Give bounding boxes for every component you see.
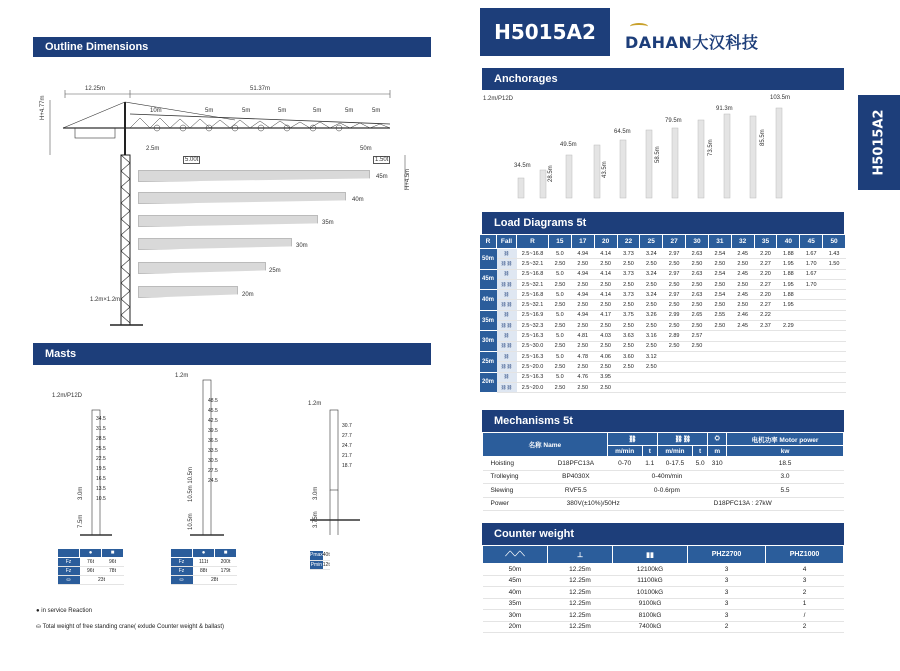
section-outline: Outline Dimensions bbox=[33, 37, 431, 57]
load-row: ⛓⛓ 2.5~32.1 2.50 2.50 2.50 2.50 2.50 2.50 2.50 2.50 2.50 2.27 1.95 1.70 1.50 bbox=[480, 259, 846, 269]
height-h34: H+4.5m bbox=[405, 168, 411, 190]
mast3-label: 1.2m bbox=[308, 401, 322, 407]
anch-79-5: 79.5m bbox=[665, 118, 682, 124]
load-row: ⛓⛓ 2.5~32.1 2.50 2.50 2.50 2.50 2.50 2.50 2.50 2.50 2.50 2.27 1.95 bbox=[480, 300, 846, 310]
anch-64-5: 64.5m bbox=[614, 129, 631, 135]
dim-tail: 12.25m bbox=[85, 86, 106, 92]
load-row: ⛓⛓ 2.5~20.0 2.50 2.50 2.50 2.50 2.50 bbox=[480, 362, 846, 372]
side-tab: H5015A2 bbox=[858, 95, 900, 190]
load-row: ⛓⛓ 2.5~30.0 2.50 2.50 2.50 2.50 2.50 2.50 2.50 bbox=[480, 341, 846, 351]
mast1-table: ● ■ Fz 76t 96t Fz 96t 78t ⛀ 23t bbox=[57, 548, 124, 585]
load-row: 35m ⛓ 2.5~16.9 5.0 4.94 4.17 3.75 3.26 2.99 2.65 2.55 2.46 2.22 bbox=[480, 310, 846, 320]
brand-logo: DAHAN大汉科技 bbox=[625, 33, 759, 52]
mast3-dim-b: 3.75m bbox=[313, 511, 319, 528]
model-title: H5015A2 bbox=[480, 8, 610, 56]
counter-row: 35m 12.25m 9100kG 3 1 bbox=[483, 598, 844, 610]
mech-row-trolleying: Trolleying BP4030X 0-40m/min 3.0 bbox=[483, 470, 844, 484]
anch-103-5: 103.5m bbox=[770, 95, 791, 101]
mech-row-power: Power 380V(±10%)/50Hz D18PFC13A : 27kW bbox=[483, 497, 844, 511]
anch-91-3: 91.3m bbox=[716, 106, 733, 112]
brand-logo-mark bbox=[630, 23, 648, 30]
jib-45: 45m bbox=[376, 174, 388, 180]
jib-40: 40m bbox=[352, 197, 364, 203]
mast3-table: Pmax 40t Pmin 12t bbox=[310, 552, 330, 568]
load-row: ⛓⛓ 2.5~20.0 2.50 2.50 2.50 bbox=[480, 382, 846, 392]
mast3-heights: 30.7 27.7 24.7 21.7 18.7 bbox=[342, 423, 352, 469]
load-table: R Fall R 15 17 20 22 25 27 30 31 32 35 40 45 50 50m ⛓ 2.5~16.8 5.0 4.94 4.14 3.73 3.24 2.97 2.63 2.54 2.45 2.20 1.88 1.67 1.43 ⛓⛓ 2.5~32.1 2.50 2.50 2.50 2.50 2.50 2.50 2.50 2.50 2.50 2.27 1.95 1.70 1.50 45m ⛓ 2.5~16.8 5.0 4.94 4.14 3.73 3.24 2.97 2.63 2.54 2.45 2.20 1.88 1.67 ⛓⛓ 2.5~32.1 2.50 2.50 2.50 2.50 2.50 2.50 2.50 2.50 2.50 2.27 1.95 1.70 40m ⛓ 2.5~16.8 5.0 4.94 4.14 3.73 3.24 2.97 2.63 2.54 2.45 2.20 1.88 ⛓⛓ 2.5~32.1 2.50 2.50 2.50 2.50 2.50 2.50 2.50 2.50 2.50 2.27 1.95 35m ⛓ 2.5~16.9 5.0 4.94 4.17 3.75 3.26 2.99 2.65 2.55 2.46 2.22 ⛓⛓ 2.5~32.3 2.50 2.50 2.50 2.50 2.50 2.50 2.50 2.50 2.45 2.37 2.29 30m ⛓ 2.5~16.3 5.0 4.81 4.03 3.63 3.16 2.89 2.57 ⛓⛓ 2.5~30.0 2.50 2.50 2.50 2.50 2.50 2.50 2.50 25m ⛓ 2.5~16.3 5.0 4.78 4.06 3.60 3.12 ⛓⛓ 2.5~20.0 2.50 2.50 2.50 2.50 2.50 20m ⛓ 2.5~16.3 5.0 4.76 3.95 ⛓⛓ 2.5~20.0 2.50 2.50 2.50 bbox=[479, 234, 846, 393]
legend-weight: ⛀ Total weight of free standing crane( exlude Counter weight & ballast) bbox=[36, 624, 225, 630]
seg-2: 5m bbox=[205, 108, 214, 114]
mast2-table: ● ■ Fz 111t 200t Fz 88t 179t ⛀ 28t bbox=[170, 548, 237, 585]
jib-25: 25m bbox=[269, 268, 281, 274]
load-row: 30m ⛓ 2.5~16.3 5.0 4.81 4.03 3.63 3.16 2.89 2.57 bbox=[480, 331, 846, 341]
mechanisms-table: 名称 Name ⛓ ⛓⛓ ⛭ 电机功率 Motor power m/min t m/min t m kw Hoisting D18PFC13A 0-70 1.1 0-17.5 5.0 310 18.5 Trolleying BP4030X 0-40m/min 3.0 Slewing RVF5.5 0-0.6rpm 5.5 Power 380V(±10%)/50Hz D18PFC13A : 27kW bbox=[482, 432, 844, 511]
jib-30: 30m bbox=[296, 243, 308, 249]
tip-dim: 1.50t bbox=[375, 157, 389, 163]
seg-6: 5m bbox=[345, 108, 354, 114]
base-dim: 1.2m×1.2m bbox=[90, 297, 121, 303]
dim-total: 51.37m bbox=[250, 86, 271, 92]
mast2-dim-a: 10.5m 10.5m bbox=[188, 466, 194, 502]
section-counter: Counter weight bbox=[482, 523, 844, 545]
section-mechanisms: Mechanisms 5t bbox=[482, 410, 844, 432]
anchorage-legend: 1.2m/P12D bbox=[483, 96, 514, 102]
seg-5: 5m bbox=[313, 108, 322, 114]
mast1-heights: 34.5 31.5 28.5 25.5 22.5 19.5 16.5 13.5 10.5 bbox=[96, 416, 106, 502]
counter-row: 45m 12.25m 11100kG 3 3 bbox=[483, 575, 844, 587]
section-load: Load Diagrams 5t bbox=[482, 212, 844, 234]
load-row: 45m ⛓ 2.5~16.8 5.0 4.94 4.14 3.73 3.24 2.97 2.63 2.54 2.45 2.20 1.88 1.67 bbox=[480, 269, 846, 279]
anch-58-5: 58.5m bbox=[655, 146, 661, 163]
load-row: ⛓⛓ 2.5~32.3 2.50 2.50 2.50 2.50 2.50 2.50 2.50 2.50 2.45 2.37 2.29 bbox=[480, 321, 846, 331]
mast2-dim-b: 10.5m bbox=[188, 513, 194, 530]
mast1-dim-a: 3.0m bbox=[78, 486, 84, 500]
load-row: 25m ⛓ 2.5~16.3 5.0 4.78 4.06 3.60 3.12 bbox=[480, 351, 846, 361]
seg-7: 5m bbox=[372, 108, 381, 114]
mast1-label: 1.2m/P12D bbox=[52, 393, 83, 399]
counter-row: 30m 12.25m 8100kG 3 / bbox=[483, 610, 844, 622]
mast2-heights: 48.5 45.5 42.5 39.5 36.5 33.5 30.5 27.5 24.5 bbox=[208, 398, 218, 484]
counter-row: 40m 12.25m 10100kG 3 2 bbox=[483, 587, 844, 599]
anch-34-5: 34.5m bbox=[514, 163, 531, 169]
tip-label: 50m bbox=[360, 146, 372, 152]
height-label: H+4.77m bbox=[40, 95, 46, 120]
legend-reaction: ● in service Reaction bbox=[36, 608, 92, 614]
anch-49-5: 49.5m bbox=[560, 142, 577, 148]
mast3-dim-a: 3.0m bbox=[313, 486, 319, 500]
anch-28-5: 28.5m bbox=[548, 165, 554, 182]
mid-tip: 5.00t bbox=[185, 157, 199, 163]
seg-3: 5m bbox=[242, 108, 251, 114]
counter-row: 50m 12.25m 12100kG 3 4 bbox=[483, 564, 844, 576]
section-anchorages: Anchorages bbox=[482, 68, 844, 90]
load-row: 50m ⛓ 2.5~16.8 5.0 4.94 4.14 3.73 3.24 2.97 2.63 2.54 2.45 2.20 1.88 1.67 1.43 bbox=[480, 249, 846, 259]
counter-row: 20m 12.25m 7400kG 2 2 bbox=[483, 621, 844, 633]
load-row: ⛓⛓ 2.5~32.1 2.50 2.50 2.50 2.50 2.50 2.50 2.50 2.50 2.50 2.27 1.95 1.70 bbox=[480, 279, 846, 289]
jib-35: 35m bbox=[322, 220, 334, 226]
left-2-5: 2.5m bbox=[146, 146, 160, 152]
seg-4: 5m bbox=[278, 108, 287, 114]
mast2-label: 1.2m bbox=[175, 373, 189, 379]
jib-20: 20m bbox=[242, 292, 254, 298]
section-masts: Masts bbox=[33, 343, 431, 365]
load-row: 20m ⛓ 2.5~16.3 5.0 4.76 3.95 bbox=[480, 372, 846, 382]
load-row: 40m ⛓ 2.5~16.8 5.0 4.94 4.14 3.73 3.24 2.97 2.63 2.54 2.45 2.20 1.88 bbox=[480, 290, 846, 300]
mech-row-hoisting: Hoisting D18PFC13A 0-70 1.1 0-17.5 5.0 310 18.5 bbox=[483, 457, 844, 471]
mech-row-slewing: Slewing RVF5.5 0-0.6rpm 5.5 bbox=[483, 484, 844, 498]
seg-first: 10m bbox=[150, 108, 162, 114]
mast1-dim-b: 7.5m bbox=[78, 514, 84, 528]
anch-73-5: 73.5m bbox=[708, 139, 714, 156]
anch-85-5: 85.5m bbox=[760, 129, 766, 146]
counter-table: ⟋⟍⟋⟍ ⊥ ▮▮ PHZ2700 PHZ1000 50m 12.25m 12100kG 3 4 45m 12.25m 11100kG 3 3 40m 12.25m 10100kG 3 2 35m 12.25m 9100kG 3 1 30m 12.25m 8100kG 3 / 20m 12.25m 7400kG 2 2 bbox=[482, 545, 844, 633]
anch-43-5: 43.5m bbox=[602, 161, 608, 178]
